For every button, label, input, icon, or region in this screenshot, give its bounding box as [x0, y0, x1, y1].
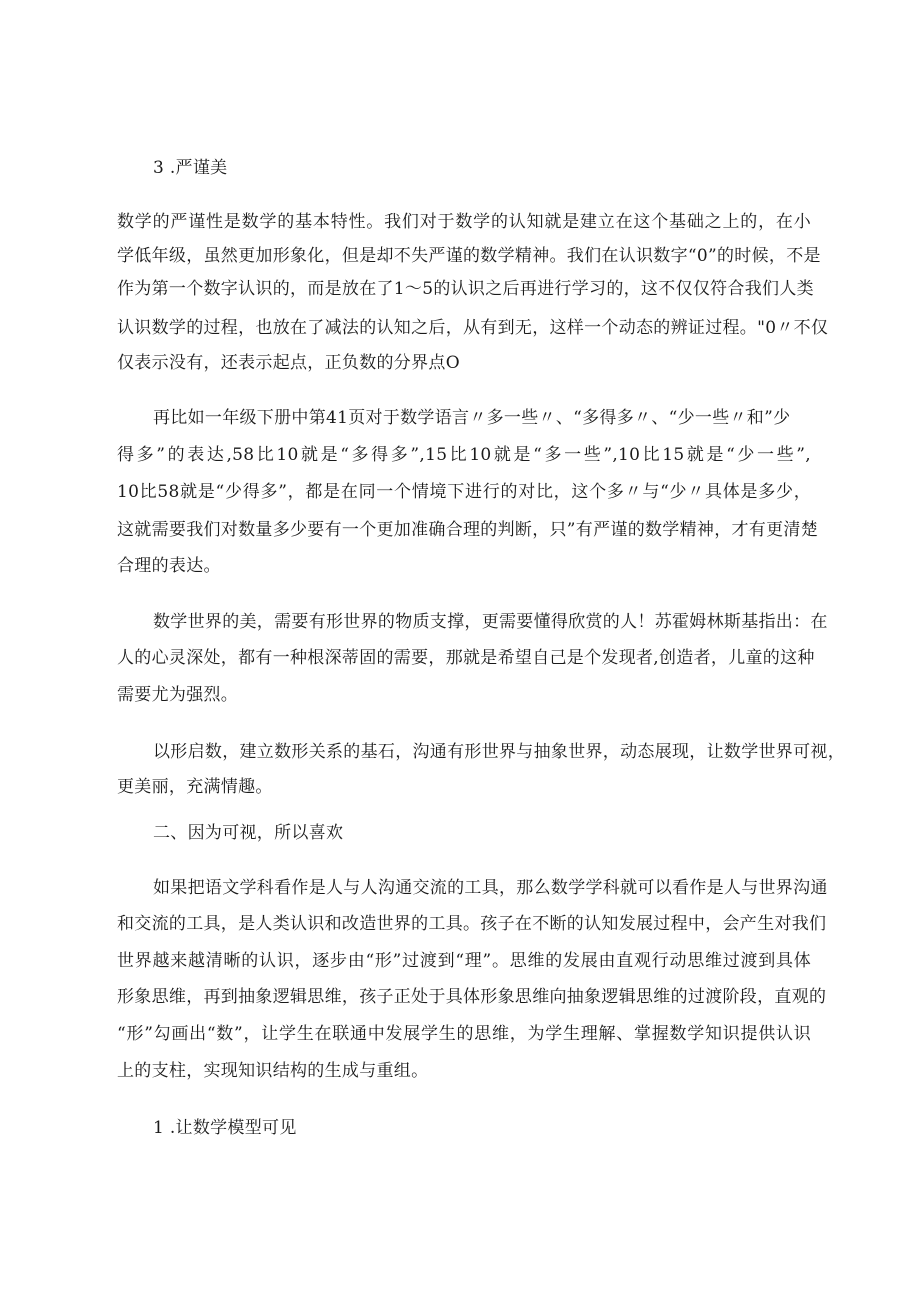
paragraph-line: 以形启数，建立数形关系的基石，沟通有形世界与抽象世界，动态展现，让数学世界可视，: [153, 742, 845, 762]
paragraph-line: 更美丽，充满情趣。: [117, 777, 273, 797]
paragraph-line: “形”勾画出“数”，让学生在联通中发展学生的思维，为学生理解、掌握数学知识提供认识: [117, 1024, 811, 1044]
paragraph-line: 人的心灵深处，都有一种根深蒂固的需要，那就是希望自己是个发现者,创造者，儿童的这种: [117, 648, 815, 668]
paragraph-line: 世界越来越清晰的认识，逐步由“形”过渡到“理”。思维的发展由直观行动思维过渡到具体: [117, 951, 811, 971]
paragraph-line: 数学世界的美，需要有形世界的物质支撑，更需要懂得欣赏的人！苏霍姆林斯基指出：在: [153, 612, 828, 632]
paragraph-line: 需要尤为强烈。: [117, 685, 239, 705]
paragraph-line: 再比如一年级下册中第41页对于数学语言〃多一些〃、“多得多〃、“少一些〃和”少: [153, 408, 791, 428]
paragraph-line: 数学的严谨性是数学的基本特性。我们对于数学的认知就是建立在这个基础之上的，在小: [117, 212, 811, 232]
paragraph-line: 合理的表达。: [117, 556, 221, 576]
paragraph-line: 这就需要我们对数量多少要有一个更加准确合理的判断，只”有严谨的数学精神，才有更清楚: [117, 520, 818, 540]
paragraph-line: 仅表示没有，还表示起点，正负数的分界点O: [117, 353, 460, 373]
paragraph-line: 学低年级，虽然更加形象化，但是却不失严谨的数学精神。我们在认识数字“0”的时候，不是: [117, 246, 821, 266]
paragraph-line: 形象思维，再到抽象逻辑思维，孩子正处于具体形象思维向抽象逻辑思维的过渡阶段，直观的: [117, 987, 827, 1007]
paragraph-line: 得多”的表达,58比10就是“多得多”,15比10就是“多一些”,10比15就是“少一些”,: [117, 445, 811, 465]
section-heading-visible: 二、因为可视，所以喜欢: [153, 823, 344, 843]
section-heading-rigor: 3 .严谨美: [153, 158, 228, 178]
paragraph-line: 10比58就是“少得多”，都是在同一个情境下进行的对比，这个多〃与“少〃具体是多少，: [117, 482, 811, 502]
paragraph-line: 和交流的工具，是人类认识和改造世界的工具。孩子在不断的认知发展过程中，会产生对我们: [117, 914, 827, 934]
paragraph-line: 如果把语文学科看作是人与人沟通交流的工具，那么数学学科就可以看作是人与世界沟通: [153, 878, 828, 898]
paragraph-line: 认识数学的过程，也放在了减法的认知之后，从有到无，这样一个动态的辨证过程。"0〃不仅: [117, 318, 829, 338]
section-heading-math-model: 1 .让数学模型可见: [153, 1118, 297, 1138]
paragraph-line: 作为第一个数字认识的，而是放在了1～5的认识之后再进行学习的，这不仅仅符合我们人类: [117, 279, 814, 299]
paragraph-line: 上的支柱，实现知识结构的生成与重组。: [117, 1061, 429, 1081]
